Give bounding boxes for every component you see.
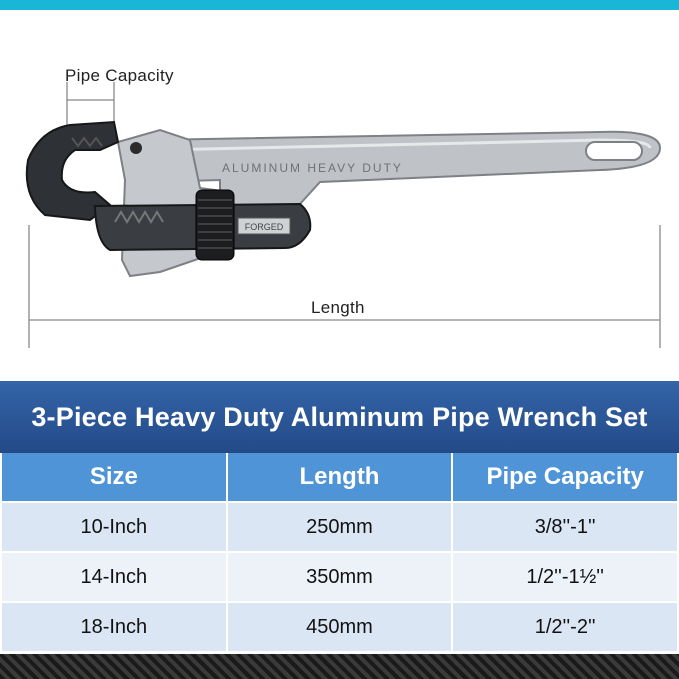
top-accent-bar	[0, 0, 679, 10]
cell-length: 350mm	[228, 553, 452, 603]
cell-capacity: 1/2''-2''	[453, 603, 677, 653]
table-row	[2, 553, 677, 603]
spec-panel	[0, 381, 679, 679]
wrench-marking: ALUMINUM HEAVY DUTY	[222, 161, 403, 175]
cell-capacity: 3/8''-1''	[453, 503, 677, 553]
hang-hole	[586, 142, 642, 160]
capacity-label: Pipe Capacity	[65, 66, 174, 85]
table-header-row	[2, 453, 677, 503]
length-label: Length	[311, 298, 365, 317]
carbon-fiber-strip	[0, 654, 679, 679]
product-illustration	[0, 10, 679, 380]
table-row	[2, 603, 677, 653]
header-pipe-capacity: Pipe Capacity	[453, 453, 677, 503]
cell-size: 14-Inch	[2, 553, 226, 603]
rivet	[130, 142, 142, 154]
cell-size: 18-Inch	[2, 603, 226, 653]
svg-text:FORGED: FORGED	[244, 222, 284, 232]
header-length: Length	[228, 453, 452, 503]
cell-size: 10-Inch	[2, 503, 226, 553]
spec-title: 3-Piece Heavy Duty Aluminum Pipe Wrench Set	[0, 381, 679, 453]
cell-length: 250mm	[228, 503, 452, 553]
cell-length: 450mm	[228, 603, 452, 653]
spec-table	[0, 453, 679, 653]
table-row	[2, 503, 677, 553]
header-size: Size	[2, 453, 226, 503]
cell-capacity: 1/2''-1½''	[453, 553, 677, 603]
